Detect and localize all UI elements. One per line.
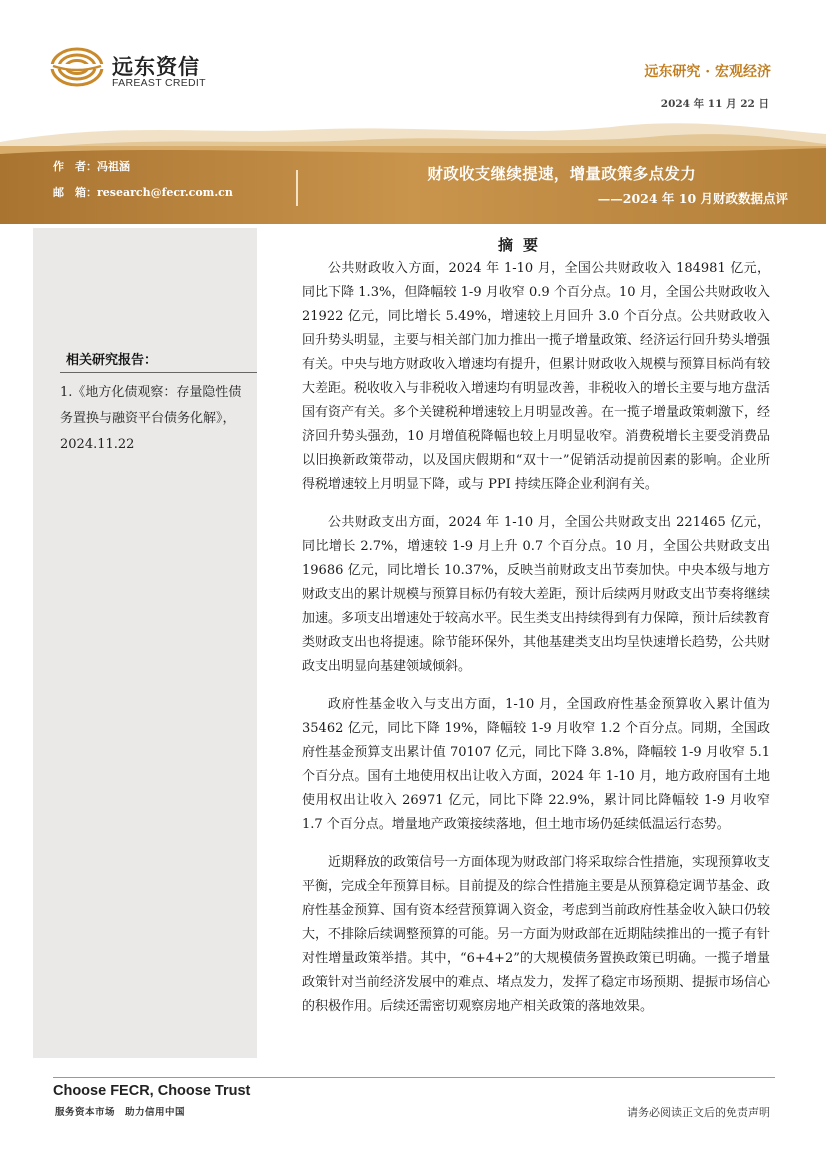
summary-paragraph-expenditure: 公共财政支出方面，2024 年 1-10 月，全国公共财政支出 221465 亿元，同比增长 2.7%，增速较 1-9 月上升 0.7 个百分点。10 月，全国公共财政支出 19686 亿元，同比增长 10.37%，反映当前财政支出节奏加快。中央本级与地方财政支出的累计规模与预算目标仍有较大差距，预计后续两月财政支出节奏将继续加速。多项支出增速处于较高水平。民生类支出持续得到有力保障，预计后续教育类财政支出也将提速。除节能环保外，其他基建类支出均呈快速增长趋势，公共财政支出明显向基建领域倾斜。	[302, 515, 771, 674]
report-subtitle: ——2024 年 10 月财政数据点评	[597, 191, 788, 206]
report-date: 2024 年 11 月 22 日	[660, 98, 769, 110]
email-line[interactable]: 邮 箱：research@fecr.com.cn	[53, 186, 233, 199]
footer-slogan-cn: 服务资本市场 助力信用中国	[55, 1107, 186, 1118]
related-reports-heading: 相关研究报告：	[66, 353, 158, 368]
disclaimer-note: 请务必阅读正文后的免责声明	[627, 1106, 770, 1119]
related-report-link[interactable]: 1.《地方化债观察：存量隐性债务置换与融资平台债务化解》，2024.11.22	[60, 385, 242, 452]
summary-body	[302, 257, 770, 1033]
related-reports-rule	[60, 372, 257, 373]
summary-heading: 摘要	[498, 236, 549, 254]
brand-name-cn: 远东资信	[112, 55, 200, 79]
summary-paragraph-policy: 近期释放的政策信号一方面体现为财政部门将采取综合性措施，实现预算收支平衡，完成全年预算目标。目前提及的综合性措施主要是从预算稳定调节基金、政府性基金预算、国有资本经营预算调入资金，考虑到当前政府性基金收入缺口仍较大，不排除后续调整预算的可能。另一方面为财政部在近期陆续推出的一揽子有针对性增量政策举措。其中，“6+4+2”的大规模债务置换政策已明确。一揽子增量政策针对当前经济发展中的难点、堵点发力，发挥了稳定市场预期、提振市场信心的积极作用。后续还需密切观察房地产相关政策的落地效果。	[302, 855, 771, 1014]
report-title: 财政收支继续提速，增量政策多点发力	[427, 164, 696, 183]
footer-rule	[53, 1077, 775, 1078]
fareast-swirl-icon	[50, 47, 104, 87]
summary-paragraph-fund: 政府性基金收入与支出方面，1-10 月，全国政府性基金预算收入累计值为 35462 亿元，同比下降 19%，降幅较 1-9 月收窄 1.2 个百分点。同期，全国政府性基金预算支出累计值 70107 亿元，同比下降 3.8%，降幅较 1-9 月收窄 5.1 个百分点。国有土地使用权出让收入方面，2024 年 1-10 月，地方政府国有土地使用权出让收入 26971 亿元，同比下降 22.9%，累计同比降幅较 1-9 月收窄 1.7 个百分点。增量地产政策接续落地，但土地市场仍延续低温运行态势。	[302, 697, 770, 832]
summary-paragraph-revenue: 公共财政收入方面，2024 年 1-10 月，全国公共财政收入 184981 亿元，同比下降 1.3%，但降幅较 1-9 月收窄 0.9 个百分点。10 月，全国公共财政收入 21922 亿元，同比增长 5.49%，增速较上月回升 3.0 个百分点。公共财政收入回升势头明显，主要与相关部门加力推出一揽子增量政策、经济运行回升势头增强有关。中央与地方财政收入增速均有提升，但累计财政收入规模与预算目标尚有较大差距。税收收入与非税收入增速均有明显改善，非税收入的增长主要与地方盘活国有资产有关。多个关键税种增速较上月明显改善。在一揽子增量政策刺激下，经济回升势头强劲，10 月增值税降幅也较上月明显收窄。消费税增长主要受消费品以旧换新政策带动，以及国庆假期和“双十一”促销活动提前因素的影响。企业所得税增速较上月明显下降，或与 PPI 持续压降企业利润有关。	[302, 261, 771, 492]
brand-name-en: FAREAST CREDIT	[112, 77, 206, 89]
author-line: 作 者：冯祖涵	[53, 160, 130, 173]
report-category: 远东研究 · 宏观经济	[644, 64, 771, 80]
footer-slogan-en: Choose FECR, Choose Trust	[53, 1083, 251, 1099]
header-divider	[296, 170, 298, 206]
